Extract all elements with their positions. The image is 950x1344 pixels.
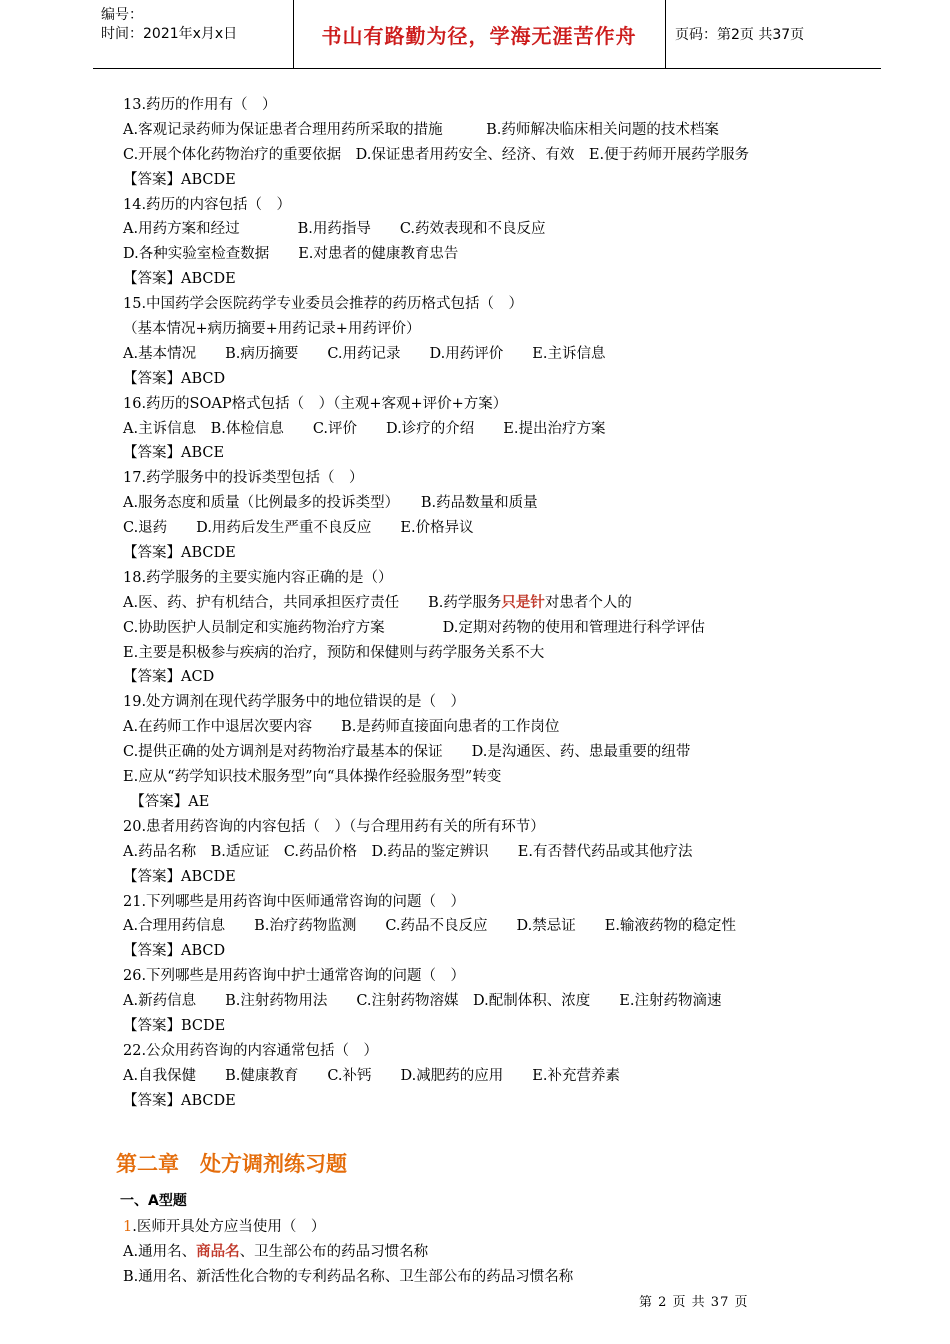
question-line: A.客观记录药师为保证患者合理用药所采取的措施 B.药师解决临床相关问题的技术档案: [123, 121, 719, 138]
question-line: A.用药方案和经过 B.用药指导 C.药效表现和不良反应: [123, 221, 546, 238]
answer-line: 【答案】BCDE: [123, 1017, 226, 1034]
option-text: 、卫生部公布的药品习惯名称: [239, 1243, 429, 1260]
answer-line: 【答案】ABCD: [123, 370, 226, 387]
question-line: A.在药师工作中退居次要内容 B.是药师直接面向患者的工作岗位: [123, 719, 560, 736]
answer-line: 【答案】ABCDE: [123, 545, 236, 562]
question-line: D.各种实验室检查数据 E.对患者的健康教育忠告: [123, 246, 459, 263]
question-text: .医师开具处方应当使用（ ）: [132, 1219, 326, 1235]
question-line: （基本情况+病历摘要+用药记录+用药评价）: [123, 321, 421, 338]
page-header: [93, 0, 881, 69]
option-line: [123, 591, 883, 616]
answer-line: 【答案】ABCDE: [123, 868, 236, 885]
highlight-text: 只是针: [501, 593, 545, 611]
highlight-text: 商品名: [196, 1242, 240, 1260]
question-line: A.合理用药信息 B.治疗药物监测 C.药品不良反应 D.禁忌证 E.输液药物的稳定性: [123, 918, 736, 935]
header-time-label: 时间：2021年x月x日: [101, 26, 238, 42]
chapter2-questions: [123, 1215, 883, 1290]
option-line: B.通用名、新活性化合物的专利药品名称、卫生部公布的药品习惯名称: [123, 1268, 574, 1285]
answer-line: 【答案】ABCE: [123, 445, 225, 462]
question-line: 13.药历的作用有（ ）: [123, 97, 277, 113]
answer-line: 【答案】ABCDE: [123, 1092, 236, 1109]
chapter-title: 第二章 处方调剂练习题: [116, 1152, 347, 1176]
answer-line: 【答案】ABCD: [123, 943, 226, 960]
question-line: 14.药历的内容包括（ ）: [123, 196, 292, 213]
option-text: A.通用名、: [123, 1243, 197, 1260]
answer-line: 【答案】ACD: [123, 669, 215, 686]
question-line: 16.药历的SOAP格式包括（ ）（主观+客观+评价+方案）: [123, 395, 508, 412]
question-line: 20.患者用药咨询的内容包括（ ）（与合理用药有关的所有环节）: [123, 818, 545, 835]
question-line: A.主诉信息 B.体检信息 C.评价 D.诊疗的介绍 E.提出治疗方案: [123, 420, 606, 437]
question-line: A.药品名称 B.适应证 C.药品价格 D.药品的鉴定辨识 E.有否替代药品或其他疗法: [123, 843, 693, 860]
header-divider-right: [665, 0, 666, 68]
question-line: E.应从“药学知识技术服务型”向“具体操作经验服务型”转变: [123, 769, 502, 786]
answer-line: 【答案】AE: [123, 793, 210, 810]
option-text: 对患者个人的: [544, 594, 632, 611]
question-line: E.主要是积极参与疾病的治疗，预防和保健则与药学服务关系不大: [123, 644, 545, 661]
header-motto: 书山有路勤为径，学海无涯苦作舟: [321, 24, 637, 48]
header-page-label: 页码：第2页 共37页: [675, 27, 805, 43]
question-line: C.协助医护人员制定和实施药物治疗方案 D.定期对药物的使用和管理进行科学评估: [123, 619, 705, 636]
question-line: C.开展个体化药物治疗的重要依据 D.保证患者用药安全、经济、有效 E.便于药师开展药学服务: [123, 146, 750, 163]
question-line: 19.处方调剂在现代药学服务中的地位错误的是（ ）: [123, 694, 466, 711]
answer-line: 【答案】ABCDE: [123, 171, 236, 188]
question-line: A.基本情况 B.病历摘要 C.用药记录 D.用药评价 E.主诉信息: [123, 345, 606, 362]
question-line: A.新药信息 B.注射药物用法 C.注射药物溶媒 D.配制体积、浓度 E.注射药物滴速: [123, 993, 722, 1010]
question-line: A.自我保健 B.健康教育 C.补钙 D.减肥药的应用 E.补充营养素: [123, 1067, 620, 1084]
question-line: 26.下列哪些是用药咨询中护士通常咨询的问题（ ）: [123, 968, 466, 985]
question-line: 15.中国药学会医院药学专业委员会推荐的药历格式包括（ ）: [123, 296, 524, 313]
question-line: A.服务态度和质量（比例最多的投诉类型） B.药品数量和质量: [123, 495, 538, 512]
header-meta: [101, 6, 237, 44]
question-line: 21.下列哪些是用药咨询中医师通常咨询的问题（ ）: [123, 893, 466, 910]
section-title: 一、A型题: [120, 1193, 187, 1209]
question-line: C.退药 D.用药后发生严重不良反应 E.价格异议: [123, 520, 474, 537]
answer-line: 【答案】ABCDE: [123, 271, 236, 288]
option-line: [123, 1240, 883, 1265]
question-list: [123, 93, 883, 1114]
option-text: A.医、药、护有机结合，共同承担医疗责任 B.药学服务: [123, 594, 502, 611]
question-line: 17.药学服务中的投诉类型包括（ ）: [123, 470, 364, 487]
question-line: [123, 1215, 883, 1240]
question-line: 18.药学服务的主要实施内容正确的是（）: [123, 569, 393, 586]
question-number: 1: [123, 1219, 133, 1235]
question-line: 22.公众用药咨询的内容通常包括（ ）: [123, 1042, 379, 1059]
page-footer: 第 2 页 共 37 页: [639, 1295, 749, 1310]
question-line: C.提供正确的处方调剂是对药物治疗最基本的保证 D.是沟通医、药、患最重要的纽带: [123, 744, 691, 761]
header-number-label: 编号：: [101, 7, 143, 23]
